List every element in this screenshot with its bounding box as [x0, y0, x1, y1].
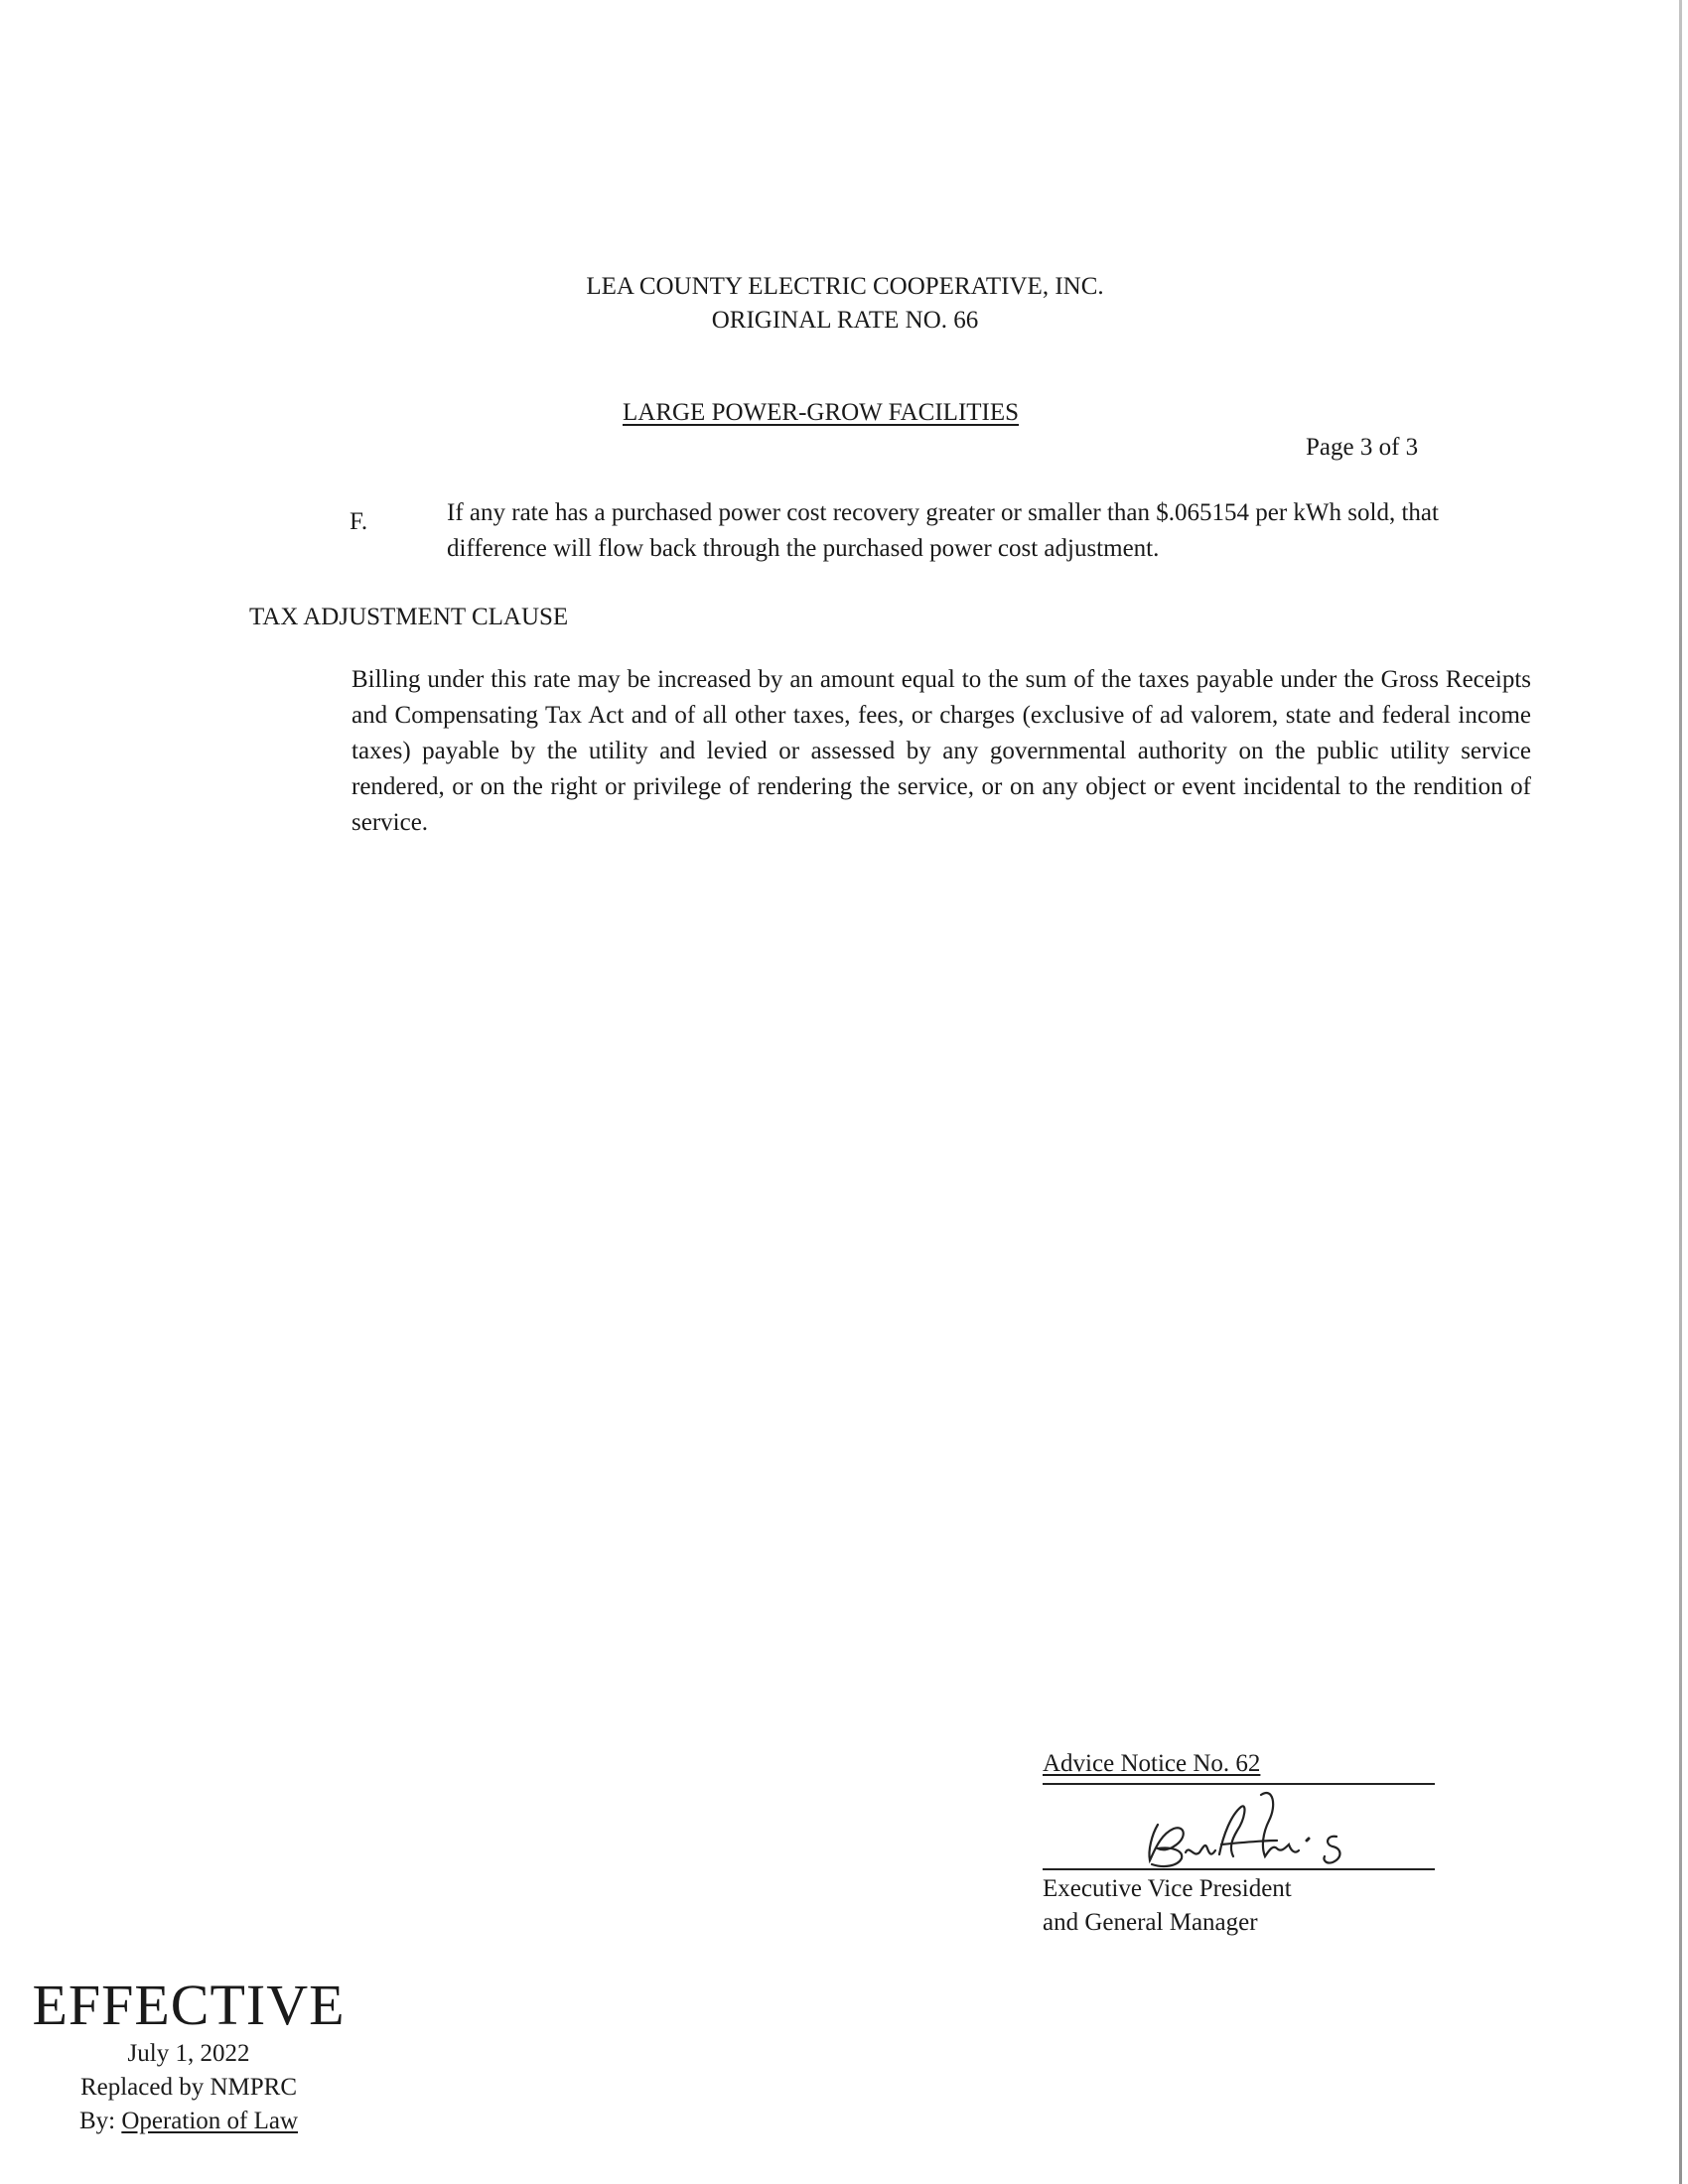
rate-number: ORIGINAL RATE NO. 66: [711, 307, 979, 334]
effective-word: EFFECTIVE: [32, 1973, 346, 2037]
replaced-by-authority: [20, 2105, 357, 2138]
signature-block: [1043, 1747, 1435, 1940]
tax-adjustment-heading: TAX ADJUSTMENT CLAUSE: [249, 604, 569, 630]
handwritten-signature: [1102, 1785, 1400, 1874]
advice-notice: Advice Notice No. 62: [1043, 1750, 1261, 1777]
item-f-text: If any rate has a purchased power cost recovery greater or smaller than $.065154 per kWh sold, that difference will flow back through the purchased power cost adjustment.: [447, 499, 1439, 562]
document-header: [0, 270, 1688, 338]
by-value: Operation of Law: [121, 2108, 299, 2134]
effective-date: July 1, 2022: [127, 2040, 250, 2067]
signature-area: [1043, 1785, 1435, 1870]
item-f-letter: F.: [350, 508, 368, 535]
replaced-by: Replaced by NMPRC: [79, 2074, 298, 2101]
tax-adjustment-paragraph: Billing under this rate may be increased by an amount equal to the sum of the taxes payable under the Gross Receipts and Compensating Tax Act and of all other taxes, fees, or charges (exclusive of ad valorem, state and federal income taxes) payable by the utility and levied or assessed by any governmental authority on the public utility service rendered, or on the right or privilege of rendering the service, or on any object or event incidental to the rendition of service.: [352, 666, 1531, 836]
page-number: Page 3 of 3: [1306, 434, 1419, 461]
organization-name: LEA COUNTY ELECTRIC COOPERATIVE, INC.: [586, 273, 1104, 300]
advice-notice-line: [1043, 1747, 1435, 1785]
effective-stamp: [20, 1974, 357, 2138]
signer-title-line1: Executive Vice President: [1043, 1875, 1292, 1902]
signer-title: [1043, 1872, 1435, 1940]
by-label: By:: [78, 2108, 116, 2134]
signer-title-line2: and General Manager: [1043, 1909, 1258, 1936]
document-title: LARGE POWER-GROW FACILITIES: [623, 399, 1020, 426]
